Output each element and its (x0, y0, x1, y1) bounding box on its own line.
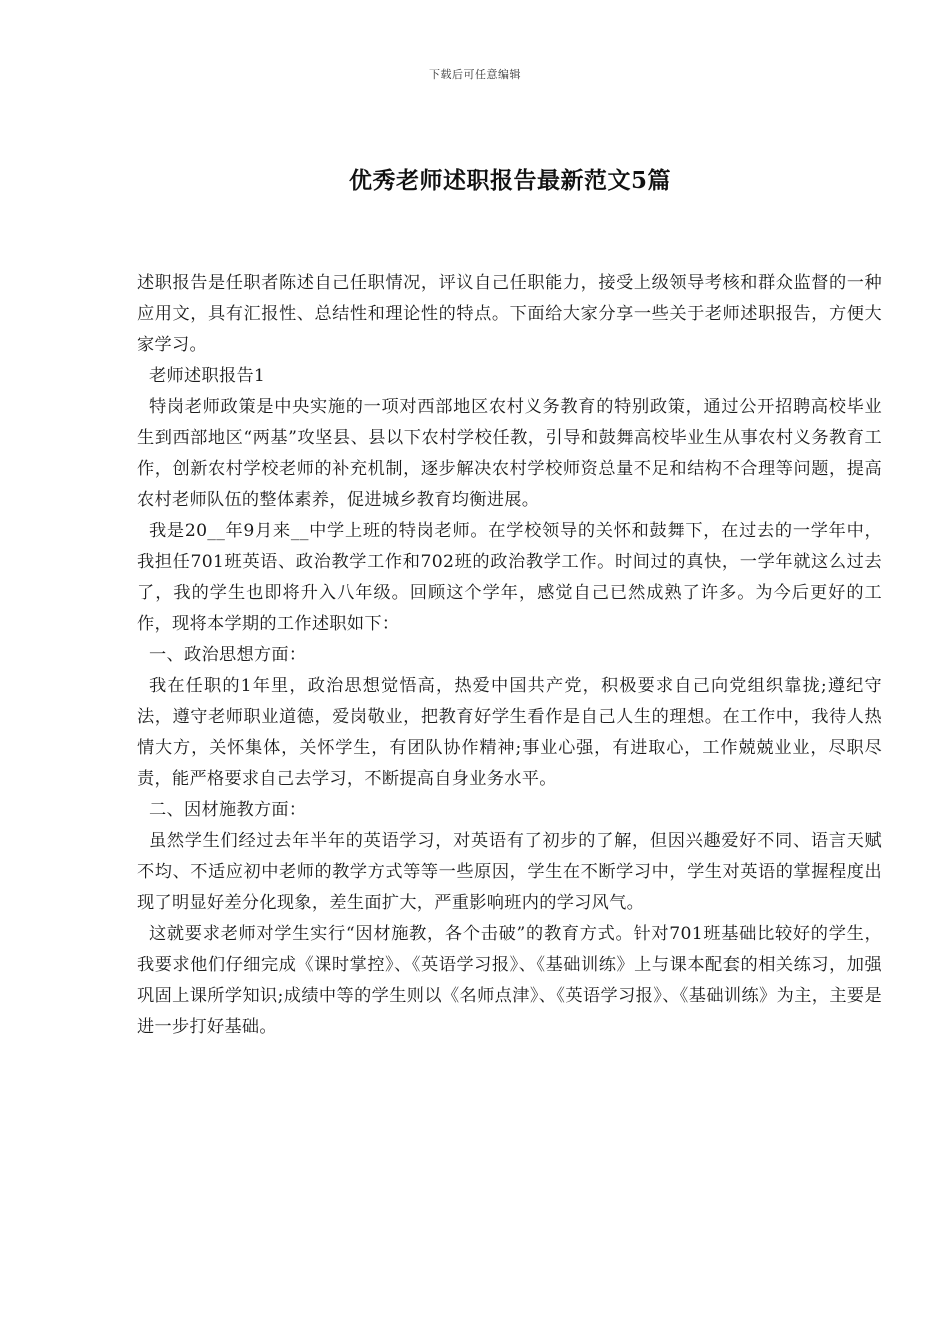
document-title: 优秀老师述职报告最新范文5篇 (348, 167, 671, 194)
body-paragraph: 这就要求老师对学生实行“因材施教，各个击破”的教育方式。针对701班基础比较好的学生，我要求他们仔细完成《课时掌控》、《英语学习报》、《基础训练》上与课本配套的相关练习，加强巩固上课所学知识;成绩中等的学生则以《名师点津》、《英语学习报》、《基础训练》为主，主要是进一步打好基础。 (137, 924, 882, 1037)
intro-paragraph: 述职报告是任职者陈述自己任职情况，评议自己任职能力，接受上级领导考核和群众监督的一种应用文，具有汇报性、总结性和理论性的特点。下面给大家分享一些关于老师述职报告，方便大家学习。 (137, 273, 882, 355)
body-paragraph: 我在任职的1年里，政治思想觉悟高，热爱中国共产党，积极要求自己向党组织靠拢;遵纪守法，遵守老师职业道德，爱岗敬业，把教育好学生看作是自己人生的理想。在工作中，我待人热情大方，关怀集体，关怀学生，有团队协作精神;事业心强，有进取心，工作兢兢业业，尽职尽责，能严格要求自己去学习，不断提高自身业务水平。 (137, 676, 882, 789)
section-heading-teaching: 二、因材施教方面： (149, 800, 307, 820)
section-heading-politics: 一、政治思想方面： (149, 645, 307, 665)
section-heading-report-1: 老师述职报告1 (149, 366, 266, 386)
body-paragraph: 特岗老师政策是中央实施的一项对西部地区农村义务教育的特别政策，通过公开招聘高校毕业生到西部地区“两基”攻坚县、县以下农村学校任教，引导和鼓舞高校毕业生从事农村义务教育工作，创新农村学校老师的补充机制，逐步解决农村学校师资总量不足和结构不合理等问题，提高农村老师队伍的整体素养，促进城乡教育均衡进展。 (137, 397, 882, 510)
body-paragraph: 虽然学生们经过去年半年的英语学习，对英语有了初步的了解，但因兴趣爱好不同、语言天赋不均、不适应初中老师的教学方式等等一些原因，学生在不断学习中，学生对英语的掌握程度出现了明显好差分化现象，差生面扩大，严重影响班内的学习风气。 (137, 831, 882, 913)
document-body (137, 268, 882, 1043)
header-note: 下载后可任意编辑 (429, 68, 521, 81)
body-paragraph: 我是20__年9月来__中学上班的特岗老师。在学校领导的关怀和鼓舞下，在过去的一学年中，我担任701班英语、政治教学工作和702班的政治教学工作。时间过的真快，一学年就这么过去了，我的学生也即将升入八年级。回顾这个学年，感觉自己已然成熟了许多。为今后更好的工作，现将本学期的工作述职如下： (137, 521, 882, 634)
